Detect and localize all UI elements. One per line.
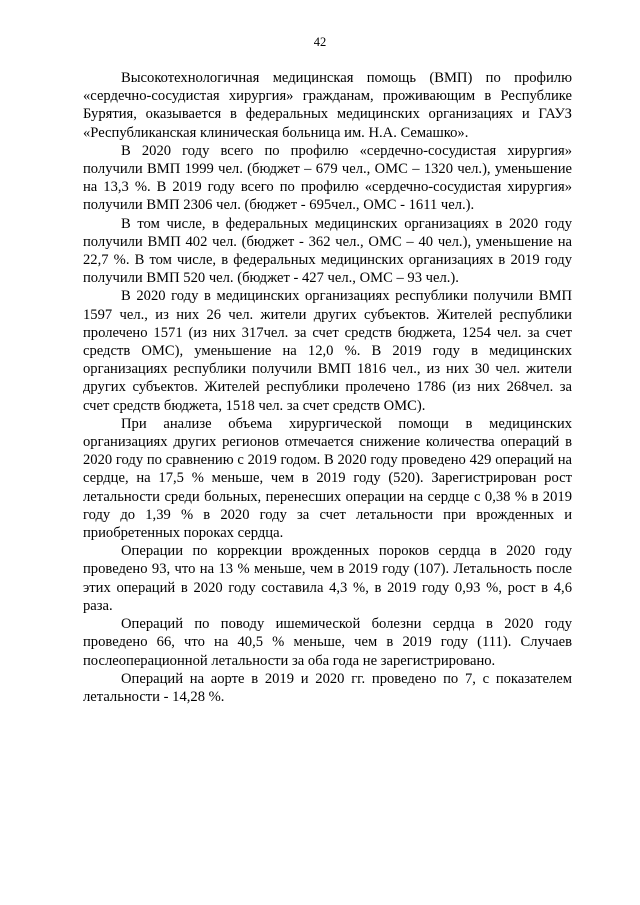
paragraph-surgery-analysis: При анализе объема хирургической помощи в медицинских организациях других регионов отмечается снижение количества операций в 2020 году по сравнению с 2019 годом. В 2020 году проведено 429 операций на сердце, на 17,5 % меньше, чем в 2019 году (520). Зарегистрирован рост летальности среди больных, перенесших операции на сердце с 0,38 % в 2019 году до 1,39 % в 2020 году за счет летальности при врожденных и приобретенных пороках сердца. [83,415,572,542]
document-body [83,69,572,706]
paragraph-aorta-operations: Операций на аорте в 2019 и 2020 гг. проведено по 7, с показателем летальности - 14,28 %. [83,670,572,705]
page-number: 42 [313,35,327,49]
paragraph-vmp-intro: Высокотехнологичная медицинская помощь (ВМП) по профилю «сердечно-сосудистая хирургия» гражданам, проживающим в Республике Бурятия, оказывается в федеральных медицинских организациях и ГАУЗ «Республиканская клиническая больница им. Н.А. Семашко». [83,70,572,141]
paragraph-congenital-defects: Операции по коррекции врожденных пороков сердца в 2020 году проведено 93, что на 13 % меньше, чем в 2019 году (107). Летальность после этих операций в 2020 году составила 4,3 %, в 2019 году 0,93 %, рост в 4,6 раза. [83,543,572,614]
paragraph-ischemic-disease: Операций по поводу ишемической болезни сердца в 2020 году проведено 66, что на 40,5 % меньше, чем в 2019 году (111). Случаев послеоперационной летальности за оба года не зарегистрировано. [83,616,572,669]
paragraph-vmp-totals: В 2020 году всего по профилю «сердечно-сосудистая хирургия» получили ВМП 1999 чел. (бюджет – 679 чел., ОМС – 1320 чел.), уменьшение на 13,3 %. В 2019 году всего по профилю «сердечно-сосудистая хирургия» получили ВМП 2306 чел. (бюджет - 695чел., ОМС - 1611 чел.). [83,142,572,214]
paragraph-republic-organizations: В 2020 году в медицинских организациях республики получили ВМП 1597 чел., из них 26 чел. жители других субъектов. Жителей республики пролечено 1571 (из них 317чел. за счет средств бюджета, 1254 чел. за счет средств ОМС), уменьшение на 12,0 %. В 2019 году в медицинских организациях республики получили ВМП 1816 чел., из них 30 чел. жители других субъектов. Жителей республики пролечено 1786 (из них 268чел. за счет средств бюджета, 1518 чел. за счет средств ОМС). [83,288,572,414]
paragraph-federal-organizations: В том числе, в федеральных медицинских организациях в 2020 году получили ВМП 402 чел. (бюджет - 362 чел., ОМС – 40 чел.), уменьшение на 22,7 %. В том числе, в федеральных медицинских организациях в 2019 году получили ВМП 520 чел. (бюджет - 427 чел., ОМС – 93 чел.). [83,215,572,287]
